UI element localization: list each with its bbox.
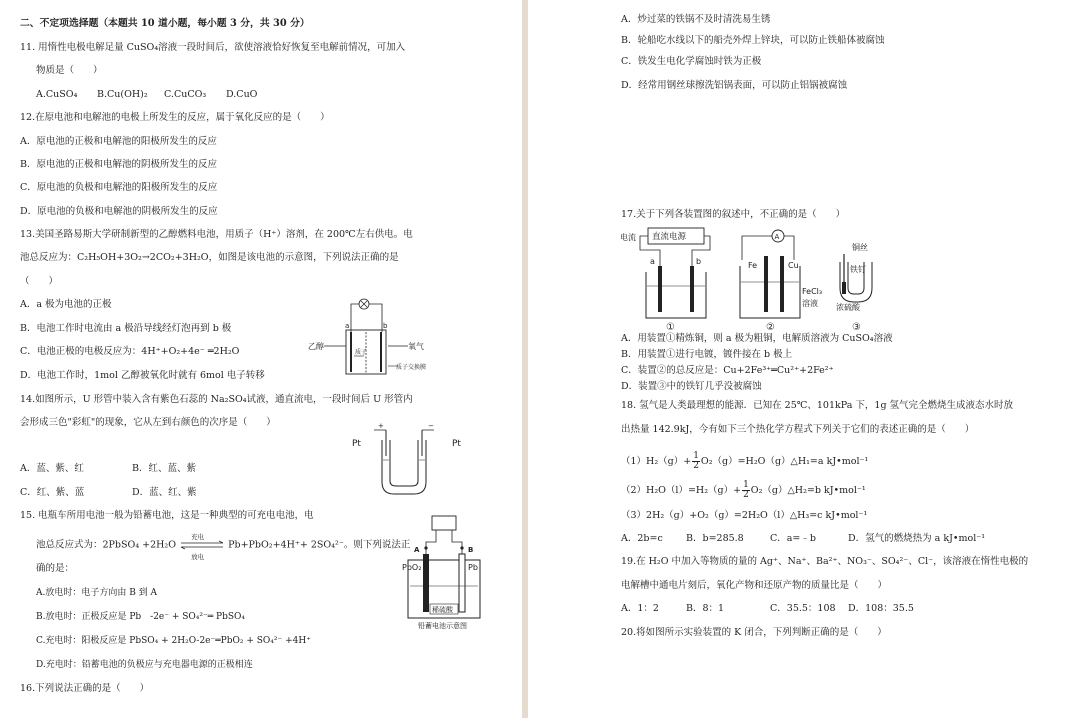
q11-option-a: A.CuSO₄ — [36, 89, 78, 100]
q17-option-d: D．装置③中的铁钉几乎没被腐蚀 — [621, 381, 762, 392]
q19-option-a: A．1：2 — [621, 603, 659, 614]
q14-stem: 14.如图所示，U 形管中装入含有紫色石蕊的 Na₂SO₄试液，通直流电，一段时间后 U 形管内 — [20, 394, 413, 405]
q16-option-a: A．炒过菜的铁锅不及时清洗易生锈 — [621, 14, 771, 25]
q15-eq-left: 池总反应式为：2PbSO₄ +2H₂O — [36, 539, 177, 551]
q18-option-b: B．b=285.8 — [686, 533, 744, 544]
fig17-b-label: b — [696, 257, 702, 266]
fig17-dc-label: 直流电源 — [652, 232, 687, 242]
section-title: 二、不定项选择题（本题共 10 道小题，每小题 3 分，共 30 分） — [20, 18, 310, 29]
q18-option-c: C．a=﹣b — [770, 533, 816, 544]
fig13-membrane-label: 质子交换膜 — [396, 364, 427, 371]
q11-stem-cont: 物质是（ ） — [36, 65, 103, 76]
fig15-a-label: A — [414, 546, 420, 554]
q13-option-a: A．a 极为电池的正极 — [20, 299, 112, 310]
q13-option-d: D．电池工作时，1mol 乙醇被氧化时就有 6mol 电子转移 — [20, 370, 265, 381]
u-tube-diagram — [352, 422, 472, 498]
fig17-fecl3-label: FeCl₃ — [802, 287, 823, 296]
fraction-denominator: 2 — [693, 461, 699, 471]
q17-stem: 17.关于下列各装置图的叙述中，不正确的是（ ） — [621, 209, 846, 220]
fig14-pt-right: Pt — [452, 439, 461, 449]
q18-stem: 18. 氢气是人类最理想的能源．已知在 25℃、101kPa 下，1g 氢气完全燃烧生成液态水时放 — [621, 400, 1014, 411]
svg-text:+: + — [378, 422, 384, 430]
fig13-b-label: b — [383, 322, 388, 330]
fraction-half — [692, 452, 700, 471]
fig15-caption: 铅蓄电池示意图 — [418, 622, 467, 630]
fraction-denominator: 2 — [743, 490, 749, 500]
fig14-pt-left: Pt — [352, 439, 361, 449]
fraction-half — [742, 481, 750, 500]
q15-option-a: A.放电时：电子方向由 B 到 A — [36, 588, 158, 598]
q11-option-b: B.Cu(OH)₂ — [97, 89, 148, 100]
fig13-oxygen-label: 氧气 — [408, 342, 424, 351]
eq2-right: O₂（g）△H₂=b kJ•mol⁻¹ — [750, 485, 866, 496]
fig17-device3-number: ③ — [852, 322, 861, 333]
three-apparatus-diagram — [618, 226, 868, 332]
q16-option-b: B．轮船吃水线以下的船壳外焊上锌块，可以防止铁船体被腐蚀 — [621, 35, 885, 46]
fig17-solution-label: 溶液 — [802, 299, 818, 308]
discharge-label: 放电 — [191, 553, 205, 561]
q14-option-d: D．蓝、红、紫 — [132, 487, 197, 498]
q13-option-b: B．电池工作时电流由 a 极沿导线经灯泡再到 b 极 — [20, 323, 232, 334]
eq2-left: （2）H₂O（l）=H₂（g）+ — [621, 485, 742, 496]
q19-option-c: C．35.5：108 — [770, 603, 836, 614]
q16-option-c: C．铁发生电化学腐蚀时铁为正极 — [621, 56, 762, 67]
q15-stem-cont2: 确的是： — [36, 563, 75, 574]
q14-option-b: B．红、蓝、紫 — [132, 463, 196, 474]
q18-equation-3: （3）2H₂（g）+O₂（g）=2H₂O（l）△H₃=c kJ•mol⁻¹ — [621, 510, 868, 521]
q15-stem: 15. 电瓶车所用电池一般为铅蓄电池，这是一种典型的可充电电池，电 — [20, 510, 314, 521]
q15-stem-cont — [36, 533, 411, 561]
q19-stem-cont: 电解槽中通电片刻后，氧化产物和还原产物的质量比是（ ） — [621, 580, 888, 591]
q14-option-a: A．蓝、紫、红 — [20, 463, 84, 474]
q18-stem-cont: 出热量 142.9kJ，今有如下三个热化学方程式下列关于它们的表述正确的是（ ） — [621, 424, 975, 435]
fraction-numerator: 1 — [693, 451, 699, 461]
fig15-acid-label: 稀硫酸 — [432, 606, 453, 614]
q13-option-c: C．电池正极的电极反应为：4H⁺+O₂+4e⁻ ═2H₂O — [20, 346, 240, 357]
fig17-device2-number: ② — [766, 322, 775, 333]
fig17-ammeter-label: A — [774, 233, 780, 241]
fig13-a-label: a — [345, 322, 350, 330]
fig17-acid-label: 浓硫酸 — [836, 303, 860, 312]
page-divider — [522, 0, 528, 718]
fig13-ethanol-label: 乙醇 — [308, 342, 324, 351]
q11-stem: 11. 用惰性电极电解足量 CuSO₄溶液一段时间后，欲使溶液恰好恢复至电解前情况，可加入 — [20, 42, 406, 53]
q15-option-c: C.充电时：阳极反应是 PbSO₄ + 2H₂O-2e⁻═PbO₂ + SO₄²⁻ +4H⁺ — [36, 636, 311, 646]
fig17-current-label: 电流 — [620, 233, 636, 242]
svg-text:−: − — [428, 422, 434, 430]
q18-option-a: A．2b=c — [621, 533, 663, 544]
q19-option-d: D．108：35.5 — [848, 603, 914, 614]
fuel-cell-diagram — [308, 298, 448, 382]
fig13-proton-label: 质子 — [355, 349, 368, 356]
q13-stem-cont: 池总反应为：C₂H₅OH+3O₂→2CO₂+3H₂O，如图是该电池的示意图，下列说法正确的是 — [20, 252, 399, 263]
fig17-device1-number: ① — [666, 322, 675, 333]
q15-option-d: D.充电时：铅蓄电池的负极应与充电器电源的正极相连 — [36, 660, 253, 670]
q20-stem: 20.将如图所示实验装置的 K 闭合，下列判断正确的是（ ） — [621, 627, 887, 638]
q14-stem-cont: 会形成三色"彩虹"的现象，它从左到右颜色的次序是（ ） — [20, 417, 276, 428]
fig17-fe-label: Fe — [748, 261, 758, 270]
q13-stem-cont2: （ ） — [20, 276, 59, 287]
q13-stem: 13.美国圣路易斯大学研制新型的乙醇燃料电池，用质子（H⁺）溶剂，在 200℃左右供电。电 — [20, 229, 413, 240]
q11-option-c: C.CuCO₃ — [164, 89, 207, 100]
q15-option-b: B.放电时：正极反应是 Pb -2e⁻ + SO₄²⁻═ PbSO₄ — [36, 612, 246, 622]
fig15-b-label: B — [468, 546, 474, 554]
q12-option-b: B．原电池的正极和电解池的阴极所发生的反应 — [20, 159, 217, 170]
q14-option-c: C．红、紫、蓝 — [20, 487, 85, 498]
q17-option-c: C．装置②的总反应是：Cu+2Fe³⁺═Cu²⁺+2Fe²⁺ — [621, 365, 834, 376]
fig15-pbo2-label: PbO₂ — [402, 563, 422, 572]
fig15-pb-label: Pb — [468, 563, 478, 572]
fig17-nail-label: 铁钉 — [850, 265, 866, 274]
q11-option-d: D.CuO — [226, 89, 258, 100]
q12-stem: 12.在原电池和电解池的电极上所发生的反应，属于氧化反应的是（ ） — [20, 112, 330, 123]
fraction-numerator: 1 — [743, 480, 749, 490]
q12-option-a: A．原电池的正极和电解池的阳极所发生的反应 — [20, 136, 217, 147]
q16-option-d: D．经常用钢丝球擦洗铝锅表面，可以防止铝锅被腐蚀 — [621, 80, 848, 91]
charge-label: 充电 — [191, 533, 205, 541]
q16-stem: 16.下列说法正确的是（ ） — [20, 683, 150, 694]
q18-equation-1 — [621, 452, 868, 471]
q18-equation-2 — [621, 481, 866, 500]
q17-option-a: A．用装置①精炼铜，则 a 极为粗铜，电解质溶液为 CuSO₄溶液 — [621, 333, 893, 344]
q12-option-d: D．原电池的负极和电解池的阴极所发生的反应 — [20, 206, 218, 217]
q19-stem: 19.在 H₂O 中加入等物质的量的 Ag⁺、Na⁺、Ba²⁺、NO₃⁻、SO₄²⁻、Cl⁻，该溶液在惰性电极的 — [621, 556, 1029, 567]
eq1-right: O₂（g）=H₂O（g）△H₁=a kJ•mol⁻¹ — [700, 456, 869, 467]
q12-option-c: C．原电池的负极和电解池的阳极所发生的反应 — [20, 182, 218, 193]
q15-eq-right: Pb+PbO₂+4H⁺+ 2SO₄²⁻。则下列说法正 — [228, 539, 411, 551]
q19-option-b: B．8：1 — [686, 603, 725, 614]
reversible-arrow — [179, 533, 225, 561]
fig17-cu-label: Cu — [788, 261, 799, 270]
fig17-cuwire-label: 铜丝 — [852, 243, 868, 252]
fig17-a-label: a — [650, 257, 655, 266]
q18-option-d: D．氢气的燃烧热为 a kJ•mol⁻¹ — [848, 533, 986, 544]
q17-option-b: B．用装置①进行电镀，镀件接在 b 极上 — [621, 349, 793, 360]
lead-acid-battery-diagram — [396, 514, 506, 632]
eq1-left: （1）H₂（g）+ — [621, 456, 692, 467]
